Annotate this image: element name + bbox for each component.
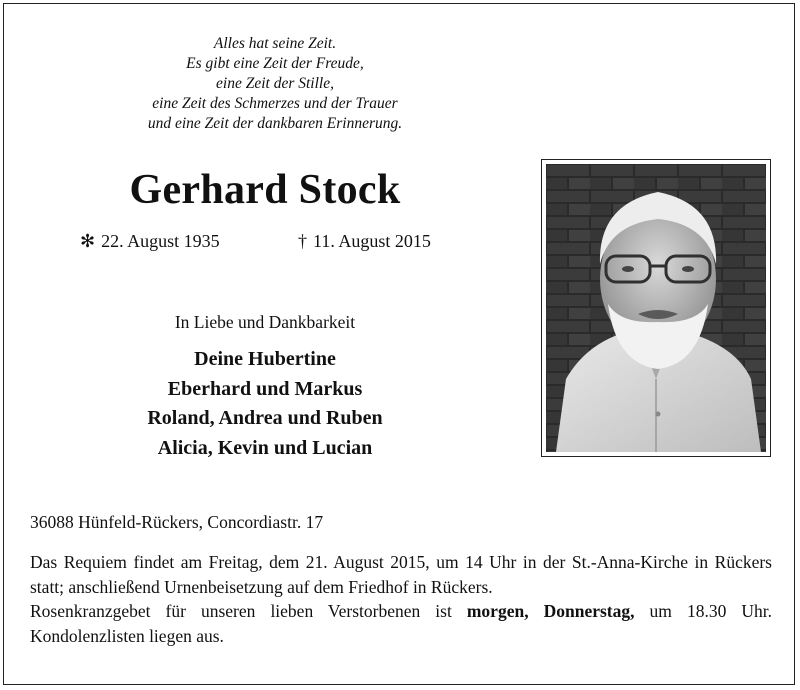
poem-line: eine Zeit der Stille,	[216, 75, 334, 92]
mourners-intro: In Liebe und Dankbarkeit	[174, 312, 356, 332]
mourners-list	[40, 345, 490, 463]
address: 36088 Hünfeld-Rückers, Concordiastr. 17	[30, 512, 324, 532]
deceased-name: Gerhard Stock	[129, 167, 401, 213]
portrait-illustration	[546, 164, 766, 452]
mourner-name: Alicia, Kevin und Lucian	[157, 436, 373, 459]
requiem-paragraph: Das Requiem findet am Freitag, dem 21. August 2015, um 14 Uhr in der St.-Anna-Kirche in Rückers statt; anschließend Urnenbeisetzung auf dem Friedhof in Rückers.	[30, 552, 772, 597]
mourner-name: Deine Hubertine	[194, 348, 336, 370]
portrait-photo	[541, 159, 771, 457]
mourner-name: Eberhard und Markus	[167, 377, 363, 400]
poem-line: eine Zeit des Schmerzes und der Trauer	[152, 95, 398, 112]
birth-date: 22. August 1935	[101, 231, 220, 251]
rosary-paragraph	[30, 599, 772, 648]
birth-star-icon: ✻	[80, 231, 96, 251]
birth-date-group	[80, 231, 220, 252]
poem	[40, 34, 510, 134]
rosary-text-end: um 18.30 Uhr. Kondolenzlisten liegen aus.	[30, 601, 772, 646]
poem-line: Es gibt eine Zeit der Freude,	[186, 55, 364, 72]
death-cross-icon: †	[298, 231, 307, 251]
death-date: 11. August 2015	[313, 231, 431, 251]
death-date-group	[298, 231, 431, 252]
service-notice	[30, 550, 772, 648]
poem-line: und eine Zeit der dankbaren Erinnerung.	[147, 115, 403, 132]
mourner-name: Roland, Andrea und Ruben	[147, 407, 383, 429]
rosary-text-start: Rosenkranzgebet für unseren lieben Verstorbenen ist	[30, 601, 467, 621]
rosary-date-emphasis: morgen, Donnerstag,	[466, 601, 635, 621]
poem-line: Alles hat seine Zeit.	[213, 35, 337, 52]
